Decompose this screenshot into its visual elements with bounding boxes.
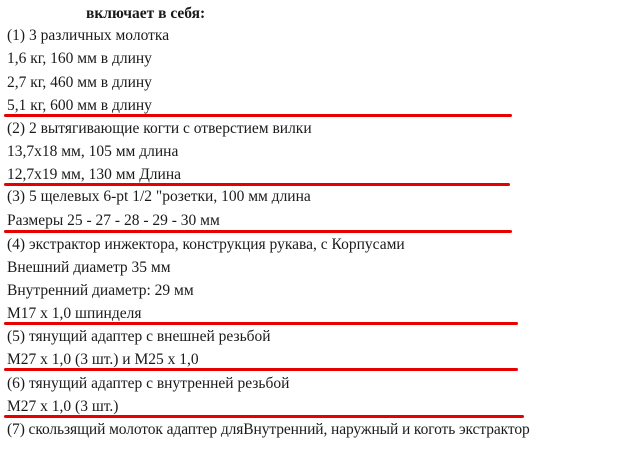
section-6-title: (6) тянущий адаптер с внутренней резьбой: [7, 375, 290, 392]
section-1-title: (1) 3 различных молотка: [7, 27, 170, 44]
section-7-title: (7) скользящий молоток адаптер дляВнутренний, наружный и коготь экстрактор: [7, 421, 530, 438]
section-3-title: (3) 5 щелевых 6-pt 1/2 "розетки, 100 мм длина: [7, 188, 311, 205]
section-2-title: (2) 2 вытягивающие когти с отверстием вилки: [7, 120, 312, 137]
section-2-line-2: 12,7x19 мм, 130 мм Длина: [7, 166, 182, 183]
heading: включает в себя:: [86, 5, 206, 22]
section-2-line-1: 13,7x18 мм, 105 мм длина: [7, 143, 179, 160]
section-divider: [4, 183, 510, 186]
section-divider: [4, 114, 512, 117]
section-6-line-1: M27 x 1,0 (3 шт.): [7, 398, 119, 415]
section-5-title: (5) тянущий адаптер с внешней резьбой: [7, 328, 271, 345]
section-5-line-1: M27 x 1,0 (3 шт.) и M25 x 1,0: [7, 351, 199, 368]
section-1-line-2: 2,7 кг, 460 мм в длину: [7, 74, 152, 91]
section-divider: [4, 415, 524, 418]
section-4-line-3: M17 x 1,0 шпинделя: [7, 305, 142, 322]
section-divider: [4, 230, 512, 233]
section-3-line-1: Размеры 25 - 27 - 28 - 29 - 30 мм: [7, 212, 220, 229]
section-4-line-2: Внутренний диаметр: 29 мм: [7, 282, 194, 299]
section-divider: [4, 322, 518, 325]
section-4-title: (4) экстрактор инжектора, конструкция рукава, с Корпусами: [7, 236, 405, 253]
section-divider: [4, 368, 518, 371]
section-1-line-3: 5,1 кг, 600 мм в длину: [7, 97, 152, 114]
section-4-line-1: Внешний диаметр 35 мм: [7, 259, 171, 276]
section-1-line-1: 1,6 кг, 160 мм в длину: [7, 50, 152, 67]
